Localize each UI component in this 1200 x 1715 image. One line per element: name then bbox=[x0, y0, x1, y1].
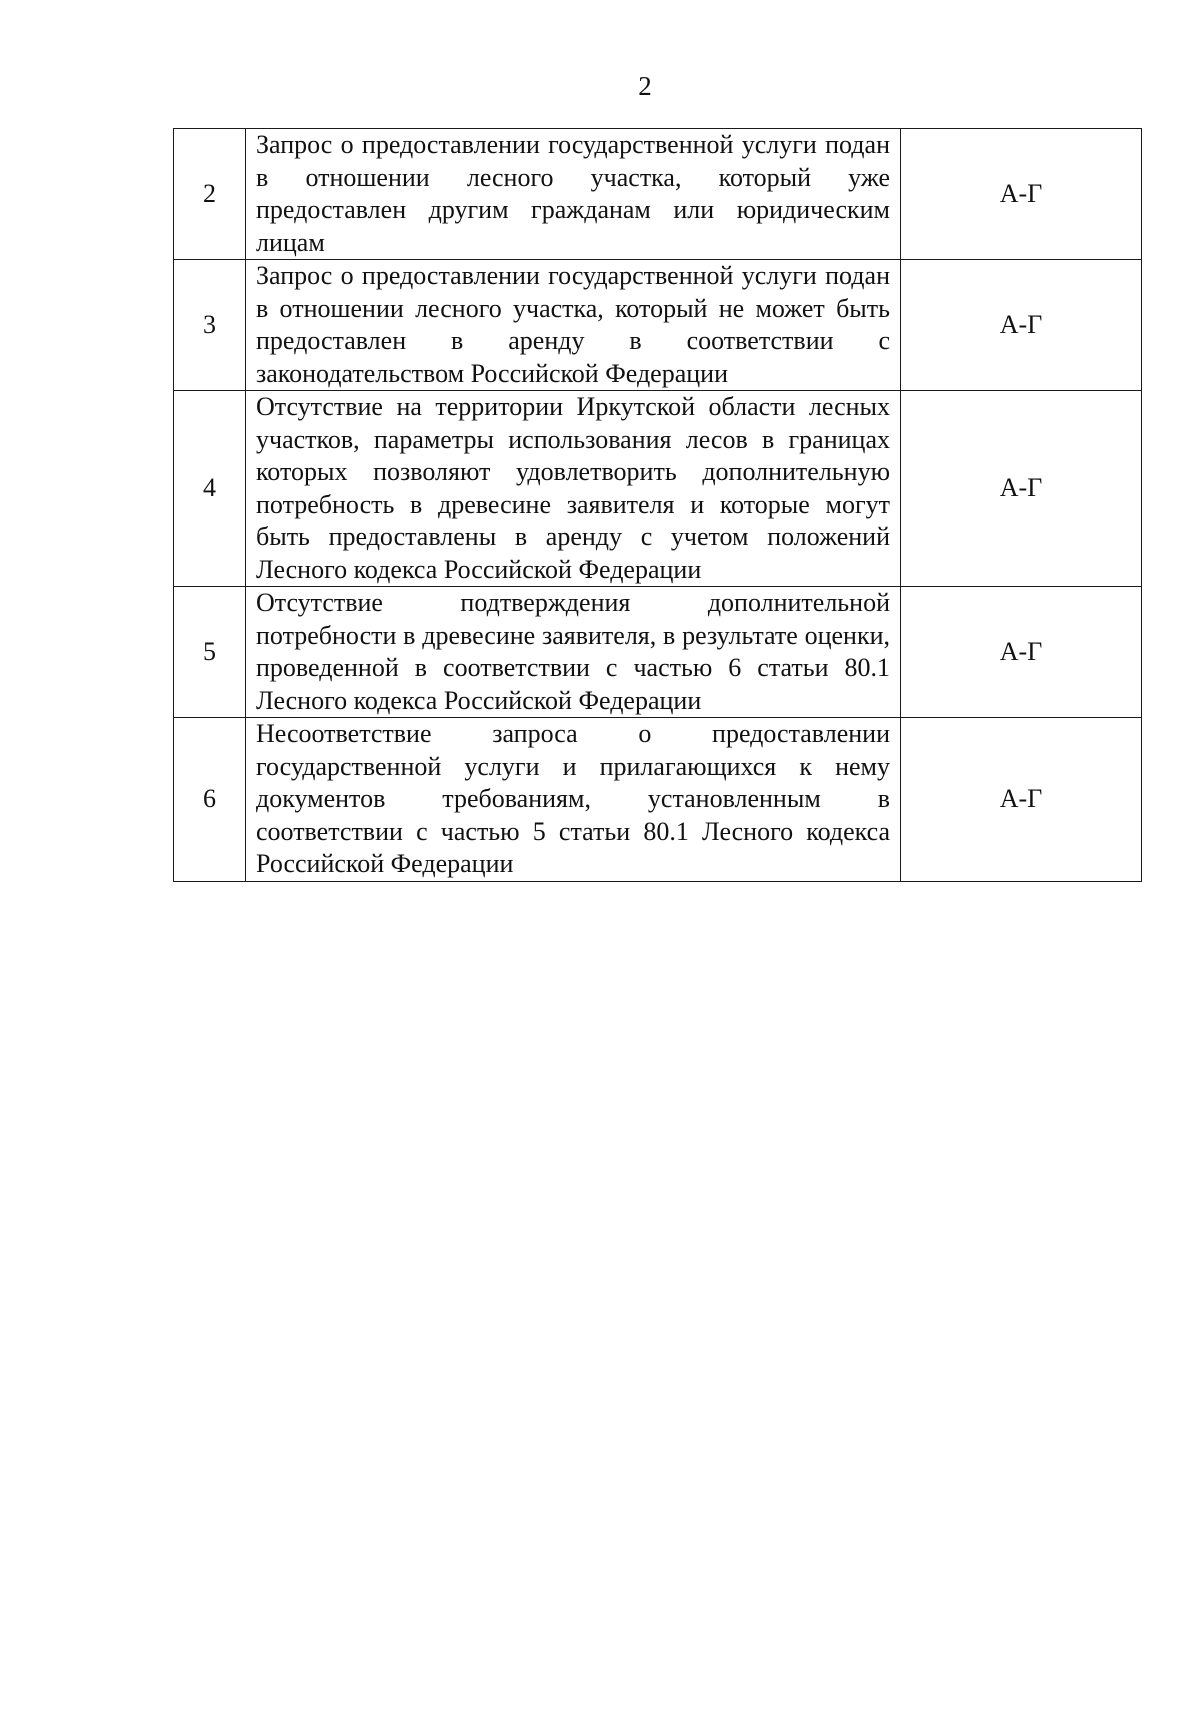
row-number: 6 bbox=[174, 718, 246, 882]
page-number: 2 bbox=[638, 71, 652, 101]
table-row bbox=[174, 718, 1142, 882]
row-code: А-Г bbox=[901, 260, 1142, 391]
table-row bbox=[174, 260, 1142, 391]
row-code: А-Г bbox=[901, 587, 1142, 718]
row-code: А-Г bbox=[901, 391, 1142, 587]
row-number: 3 bbox=[174, 260, 246, 391]
row-text: Несоответствие запроса о предоставлении государственной услуги и прилагающихся к нему документов требованиям, установленным в соответствии с частью 5 статьи 80.1 Лесного кодекса Российской Федерации bbox=[246, 718, 901, 882]
row-number: 4 bbox=[174, 391, 246, 587]
table-row bbox=[174, 129, 1142, 260]
row-text: Отсутствие на территории Иркутской области лесных участков, параметры использования лесов в границах которых позволяют удовлетворить дополнительную потребность в древесине заявителя и которые могут быть предоставлены в аренду с учетом положений Лесного кодекса Российской Федерации bbox=[246, 391, 901, 587]
row-code: А-Г bbox=[901, 129, 1142, 260]
table-row bbox=[174, 391, 1142, 587]
grounds-table bbox=[173, 128, 1142, 882]
row-text: Запрос о предоставлении государственной услуги подан в отношении лесного участка, который не может быть предоставлен в аренду в соответствии с законодательством Российской Федерации bbox=[246, 260, 901, 391]
row-number: 5 bbox=[174, 587, 246, 718]
row-number: 2 bbox=[174, 129, 246, 260]
row-text: Отсутствие подтверждения дополнительной потребности в древесине заявителя, в результате оценки, проведенной в соответствии с частью 6 статьи 80.1 Лесного кодекса Российской Федерации bbox=[246, 587, 901, 718]
row-text: Запрос о предоставлении государственной услуги подан в отношении лесного участка, который уже предоставлен другим гражданам или юридическим лицам bbox=[246, 129, 901, 260]
table-row bbox=[174, 587, 1142, 718]
row-code: А-Г bbox=[901, 718, 1142, 882]
